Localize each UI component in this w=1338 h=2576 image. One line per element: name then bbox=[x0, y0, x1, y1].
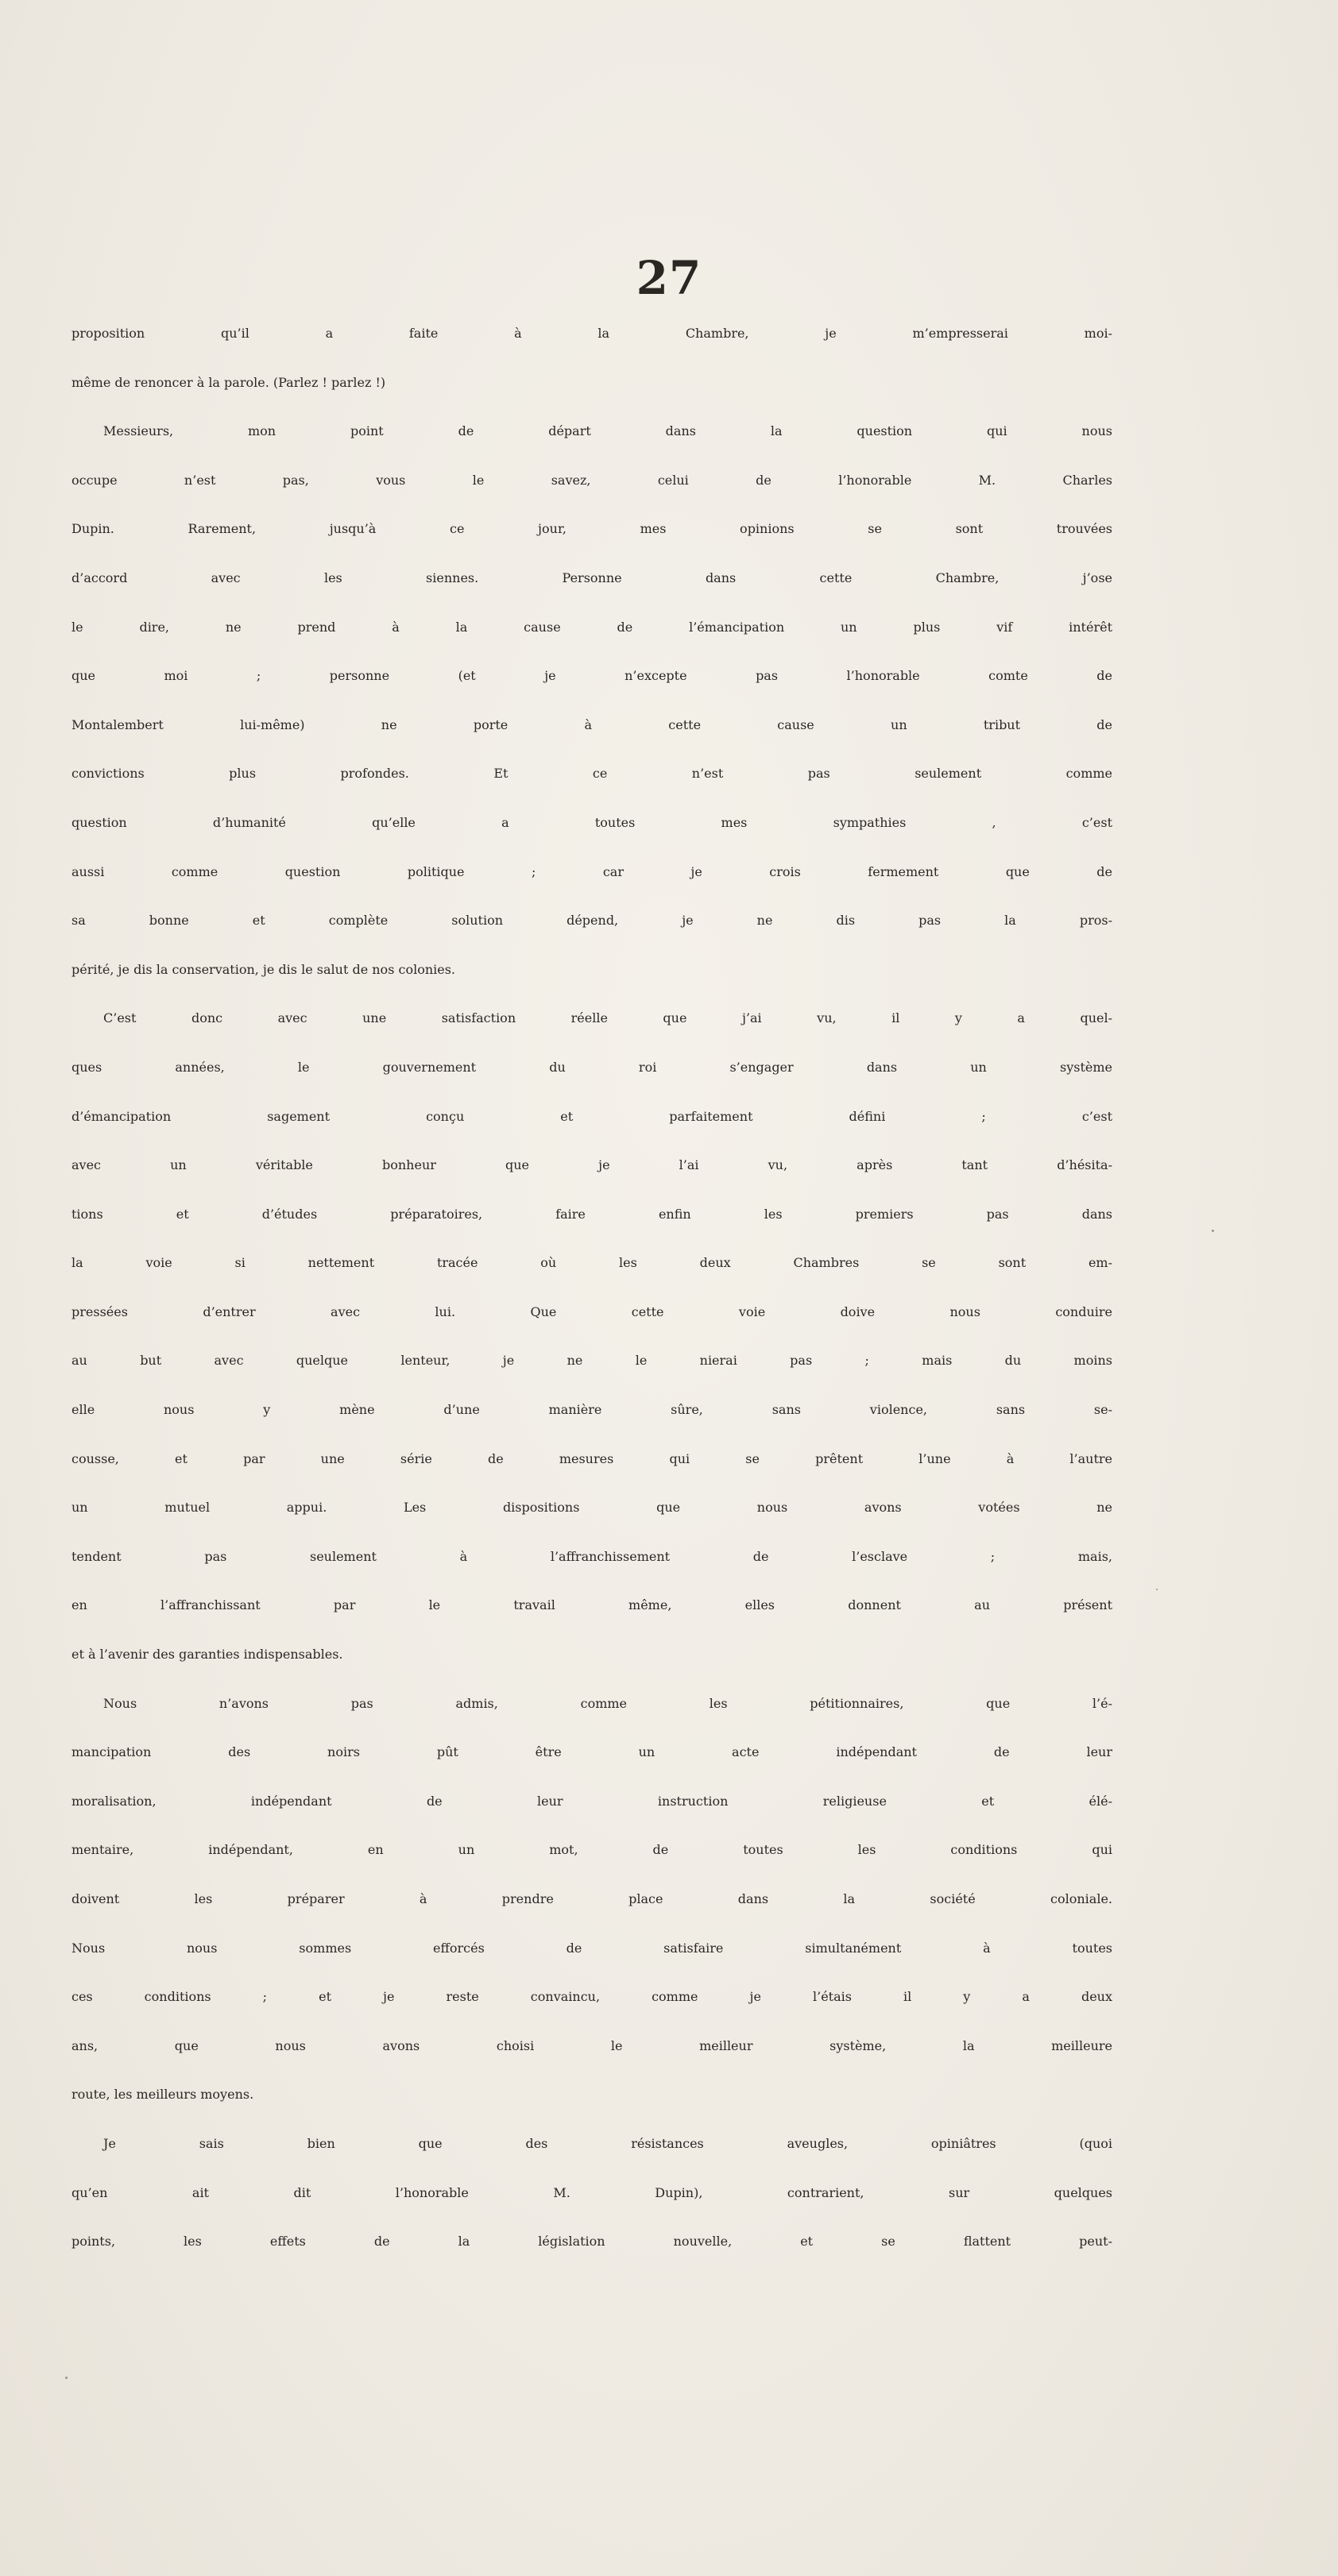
paper-speck bbox=[1212, 1230, 1214, 1232]
text-line: au but avec quelque lenteur, je ne le nierai pas ; mais du moins bbox=[72, 1353, 1112, 1369]
text-line: points, les effets de la législation nouvelle, et se flattent peut- bbox=[72, 2234, 1112, 2250]
text-line: Nous n’avons pas admis, comme les pétitionnaires, que l’é- bbox=[103, 1695, 1112, 1711]
text-line: question d’humanité qu’elle a toutes mes sympathies , c’est bbox=[72, 814, 1112, 830]
text-line: route, les meilleurs moyens. bbox=[72, 2087, 254, 2103]
text-line: C’est donc avec une satisfaction réelle que j’ai vu, il y a quel- bbox=[103, 1010, 1112, 1026]
text-line: doivent les préparer à prendre place dans la société coloniale. bbox=[72, 1891, 1112, 1906]
body-text bbox=[72, 326, 1112, 2283]
text-line: tions et d’études préparatoires, faire enfin les premiers pas dans bbox=[72, 1206, 1112, 1222]
text-line: ces conditions ; et je reste convaincu, comme je l’étais il y a deux bbox=[72, 1989, 1112, 2005]
text-line: sa bonne et complète solution dépend, je ne dis pas la pros- bbox=[72, 913, 1112, 929]
text-line: proposition qu’il a faite à la Chambre, je m’empresserai moi- bbox=[72, 326, 1112, 341]
text-line: qu’en ait dit l’honorable M. Dupin), contrarient, sur quelques bbox=[72, 2184, 1112, 2200]
text-line: Montalembert lui-même) ne porte à cette cause un tribut de bbox=[72, 716, 1112, 732]
text-line: convictions plus profondes. Et ce n’est pas seulement comme bbox=[72, 766, 1112, 782]
text-line: pressées d’entrer avec lui. Que cette voie doive nous conduire bbox=[72, 1303, 1112, 1319]
paper-speck bbox=[1156, 1589, 1158, 1590]
text-line: moralisation, indépendant de leur instruction religieuse et élé- bbox=[72, 1793, 1112, 1809]
text-line: ans, que nous avons choisi le meilleur système, la meilleure bbox=[72, 2037, 1112, 2053]
text-line: mancipation des noirs pût être un acte indépendant de leur bbox=[72, 1744, 1112, 1760]
text-line: avec un véritable bonheur que je l’ai vu, après tant d’hésita- bbox=[72, 1157, 1112, 1173]
text-line: la voie si nettement tracée où les deux Chambres se sont em- bbox=[72, 1255, 1112, 1271]
paper-speck bbox=[65, 2377, 68, 2379]
text-line: en l’affranchissant par le travail même, elles donnent au présent bbox=[72, 1597, 1112, 1613]
text-line: Nous nous sommes efforcés de satisfaire simultanément à toutes bbox=[72, 1940, 1112, 1956]
text-line: mentaire, indépendant, en un mot, de toutes les conditions qui bbox=[72, 1842, 1112, 1858]
page-number: 27 bbox=[636, 251, 702, 305]
text-line: périté, je dis la conservation, je dis le salut de nos colonies. bbox=[72, 961, 456, 977]
text-line: elle nous y mène d’une manière sûre, sans violence, sans se- bbox=[72, 1402, 1112, 1418]
text-line: aussi comme question politique ; car je crois fermement que de bbox=[72, 863, 1112, 879]
text-line: que moi ; personne (et je n’excepte pas l’honorable comte de bbox=[72, 668, 1112, 684]
text-line: Je sais bien que des résistances aveugles, opiniâtres (quoi bbox=[103, 2135, 1112, 2151]
text-line: un mutuel appui. Les dispositions que nous avons votées ne bbox=[72, 1500, 1112, 1516]
text-line: d’accord avec les siennes. Personne dans cette Chambre, j’ose bbox=[72, 570, 1112, 585]
text-line: et à l’avenir des garanties indispensables. bbox=[72, 1647, 343, 1663]
text-line: cousse, et par une série de mesures qui se prêtent l’une à l’autre bbox=[72, 1450, 1112, 1466]
text-line: d’émancipation sagement conçu et parfaitement défini ; c’est bbox=[72, 1108, 1112, 1124]
text-line: ques années, le gouvernement du roi s’engager dans un système bbox=[72, 1059, 1112, 1075]
text-line: même de renoncer à la parole. (Parlez ! parlez !) bbox=[72, 374, 386, 390]
text-line: Messieurs, mon point de départ dans la question qui nous bbox=[103, 423, 1112, 439]
text-line: occupe n’est pas, vous le savez, celui de l’honorable M. Charles bbox=[72, 472, 1112, 488]
text-line: Dupin. Rarement, jusqu’à ce jour, mes opinions se sont trouvées bbox=[72, 521, 1112, 537]
text-line: le dire, ne prend à la cause de l’émancipation un plus vif intérêt bbox=[72, 619, 1112, 635]
text-line: tendent pas seulement à l’affranchissement de l’esclave ; mais, bbox=[72, 1548, 1112, 1564]
